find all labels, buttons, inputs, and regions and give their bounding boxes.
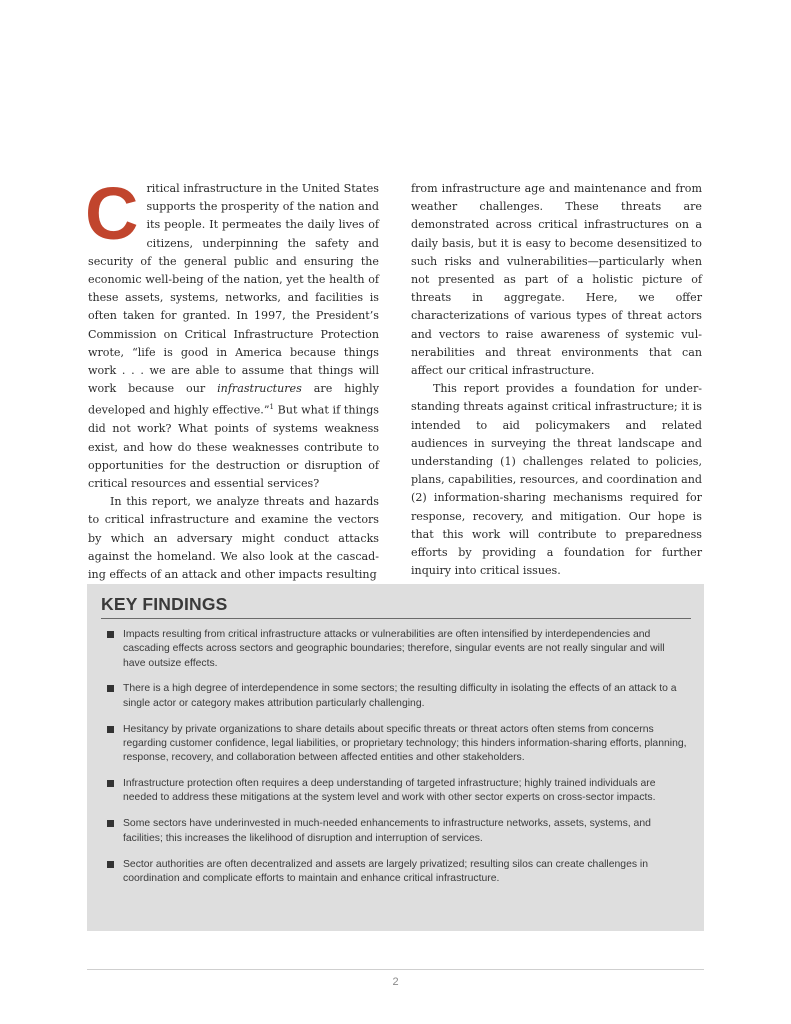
page-number: 2 — [392, 976, 399, 988]
square-bullet-icon — [107, 631, 114, 638]
purpose-paragraph: This report provides a foundation for understanding threats against critical infrastructure; it is intended to aid policymakers and related audiences in surveying the threat landscape and understanding (1) challenges related to policies, plans, capabilities, resources, and coordination and (2) information-sharing mechanisms required for response, recovery, and mitigation. Our hope is that this work will contribute to preparedness efforts by providing a foundation for further inquiry into critical issues. — [411, 382, 702, 578]
square-bullet-icon — [107, 861, 114, 868]
square-bullet-icon — [107, 685, 114, 692]
footer-divider — [87, 969, 704, 970]
intro-text-tail: But what if things did not work? What points of systems weakness exist, and how do these weaknesses contribute to opportunities for the destruction or disruption of critical resources and essential services? — [88, 404, 380, 490]
key-findings-box — [87, 584, 704, 931]
finding-item — [101, 682, 691, 711]
threats-paragraph: from infrastructure age and maintenance and from weather challenges. These threats are demonstrated across critical infrastructures on a daily basis, but it is easy to become desensitized to such risks and vulnerabilities—particularly when not presented as part of a holistic picture of threats in aggregate. Here, we offer characterizations of various types of threat actors and vectors to raise awareness of systemic vulnerabilities and threat environments that can affect our critical infrastructure. — [411, 182, 702, 378]
finding-text: There is a high degree of interdependence in some sectors; the resulting difficulty in isolating the effects of an attack to a single actor or category makes attribution particularly challenging. — [123, 683, 677, 709]
finding-text: Sector authorities are often decentralized and assets are largely privatized; resulting silos can create challenges in coordination and complicate efforts to maintain and enhance critical infrastructure. — [123, 858, 649, 884]
key-findings-list — [101, 628, 691, 886]
finding-text: Hesitancy by private organizations to share details about specific threats or threat actors often stems from concerns regarding customer confidence, legal liabilities, or proprietary technology; this hinders information-sharing efforts, planning, response, recovery, and collaboration between affected entities and other stakeholders. — [123, 723, 687, 764]
square-bullet-icon — [107, 726, 114, 733]
square-bullet-icon — [107, 780, 114, 787]
finding-text: Some sectors have underinvested in much-needed enhancements to infrastructure networks, assets, systems, and facilities; this increases the likelihood of disruption and interruption of services. — [123, 818, 651, 844]
footnote-marker[interactable]: 1 — [269, 403, 274, 412]
intro-text-start: ritical infrastructure in the United States supports the prosperity of the nation and its people. It permeates the daily lives of citizens, underpinning the safety and security of the general public and ensuring the economic well-being of the nation, yet the health of these assets, systems, networks, and facilities is often taken for granted. In 1997, the President’s Commission on Critical Infrastructure Protection wrote, “life is good in America because things work . . . we are able to assume that things will work because our — [88, 182, 379, 396]
finding-item — [101, 817, 691, 846]
intro-quote-end: are highly developed and highly effective.” — [88, 382, 379, 418]
left-column — [85, 172, 380, 584]
analysis-paragraph: In this report, we analyze threats and hazards to critical infrastructure and examine the vectors by which an adversary might conduct attacks against the homeland. We also look at the cascading effects of an attack and other impacts resulting — [88, 495, 379, 581]
finding-item — [101, 858, 691, 887]
right-column — [411, 180, 702, 580]
square-bullet-icon — [107, 820, 114, 827]
finding-item — [101, 628, 691, 671]
finding-item — [101, 723, 691, 766]
finding-text: Infrastructure protection often requires a deep understanding of targeted infrastructure; highly trained individuals are needed to address these mitigations at the system level and work with other sector experts on cross-sector impacts. — [123, 778, 656, 804]
finding-text: Impacts resulting from critical infrastructure attacks or vulnerabilities are often intensified by interdependencies and cascading effects across sectors and geographic boundaries; therefore, singular events are not really singular and will have outsize effects. — [123, 629, 665, 669]
intro-italic-word: infrastructures — [217, 382, 302, 396]
finding-item — [101, 777, 691, 806]
key-findings-title: KEY FINDINGS — [101, 594, 691, 619]
intro-paragraph — [85, 172, 380, 493]
drop-cap: C — [85, 172, 139, 255]
